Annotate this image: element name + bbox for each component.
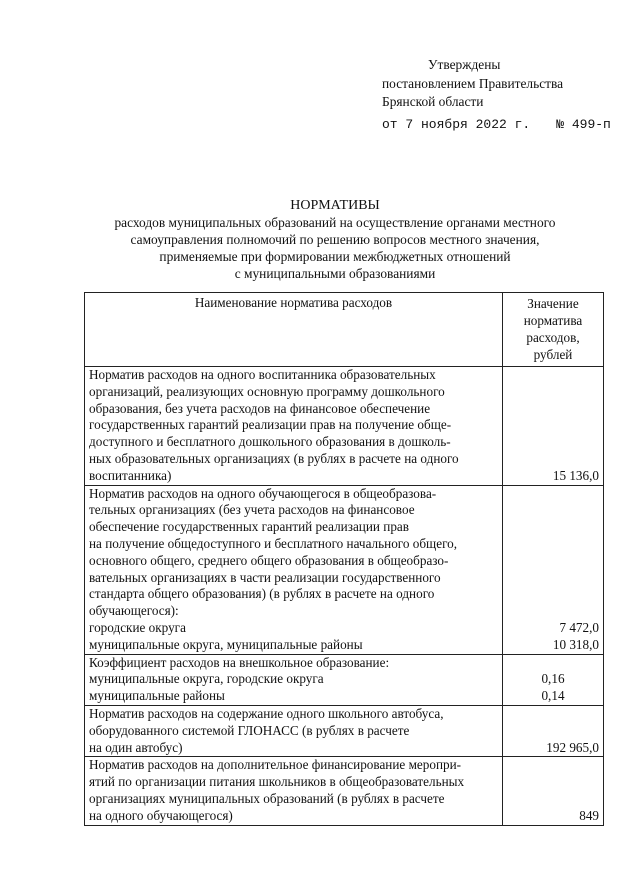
approval-line-1: Утверждены — [428, 57, 501, 72]
norm-description-line: образования, без учета расходов на финансовое обеспечение — [89, 400, 431, 416]
norm-description-line: обеспечение государственных гарантий реализации прав — [89, 519, 410, 535]
norm-description-line: на один автобус) — [89, 739, 183, 755]
norm-value-line: 15 136,0 — [552, 467, 599, 483]
norm-description — [85, 367, 503, 486]
norm-description-line: Норматив расходов на одного воспитанника образовательных — [89, 367, 436, 382]
approval-line-2: постановлением Правительства — [382, 75, 564, 91]
norm-value — [503, 485, 604, 654]
approval-dateline — [382, 116, 611, 135]
norm-value-line: 849 — [579, 807, 599, 823]
norms-table — [84, 292, 604, 826]
norm-description-line: основного общего, среднего общего образования в общеобразо- — [89, 552, 449, 568]
norm-value-line: 192 965,0 — [546, 739, 599, 755]
norm-description-line: организаций, реализующих основную программу дошкольного — [89, 383, 445, 399]
norm-description — [85, 485, 503, 654]
title-line-3: применяемые при формировании межбюджетных отношений — [159, 249, 511, 264]
norm-description — [85, 705, 503, 756]
header-name: Наименование норматива расходов — [85, 293, 503, 367]
norm-description-line: тельных организациях (без учета расходов на финансовое — [89, 502, 415, 518]
header-value — [503, 293, 604, 367]
table-row — [85, 654, 604, 705]
header-value-line: расходов, — [526, 330, 580, 345]
header-value-line: рублей — [533, 347, 573, 362]
title-line-4: с муниципальными образованиями — [234, 266, 436, 281]
approval-line-3: Брянской области — [382, 94, 484, 109]
norm-description-line: Норматив расходов на одного обучающегося в общеобразова- — [89, 485, 437, 501]
header-value-line: норматива — [523, 313, 583, 328]
norm-description-line: воспитанника) — [89, 467, 172, 483]
table-row — [85, 705, 604, 756]
norm-description-line: Норматив расходов на содержание одного школьного автобуса, — [89, 705, 444, 721]
table-header-row — [85, 293, 604, 367]
norm-value-line: 0,16 — [541, 671, 565, 687]
norm-description-line: вательных организациях в части реализации государственного — [89, 569, 441, 585]
table-row — [85, 485, 604, 654]
document-title — [70, 197, 600, 282]
norm-description-line: муниципальные районы — [89, 688, 225, 704]
norm-value-line: 7 472,0 — [559, 619, 599, 635]
title-heading: НОРМАТИВЫ — [290, 198, 380, 213]
norm-description-line: городские округа — [89, 619, 186, 635]
norm-description-line: ятий по организации питания школьников в общеобразовательных — [89, 774, 465, 790]
title-line-1: расходов муниципальных образований на осуществление органами местного — [114, 215, 556, 230]
norm-description-line: стандарта общего образования) (в рублях в расчете на одного — [89, 586, 435, 602]
norm-value — [503, 757, 604, 825]
norm-description-line: доступного и бесплатного дошкольного образования в дошколь- — [89, 434, 451, 450]
table-row — [85, 757, 604, 825]
norm-value — [503, 705, 604, 756]
norm-description-line: организациях муниципальных образований (в рублях в расчете — [89, 790, 445, 806]
header-value-line: Значение — [527, 296, 579, 311]
title-line-2: самоуправления полномочий по решению вопросов местного значения, — [130, 232, 540, 247]
approval-date: от 7 ноября 2022 г. — [382, 116, 531, 132]
norm-description-line: на одного обучающегося) — [89, 807, 233, 823]
norm-value — [503, 654, 604, 705]
norm-description-line: муниципальные округа, муниципальные районы — [89, 636, 363, 652]
norm-description-line: муниципальные округа, городские округа — [89, 671, 324, 687]
norm-value-line: 10 318,0 — [552, 636, 599, 652]
approval-number: № 499-п — [556, 116, 611, 132]
norm-description-line: оборудованного системой ГЛОНАСС (в рублях в расчете — [89, 722, 410, 738]
norm-description-line: на получение общедоступного и бесплатного начального общего, — [89, 535, 458, 551]
norm-description-line: Норматив расходов на дополнительное финансирование меропри- — [89, 757, 462, 773]
norm-description-line: государственных гарантий реализации прав на получение обще- — [89, 417, 452, 433]
norm-description — [85, 757, 503, 825]
approval-block — [382, 56, 611, 134]
norm-value-line: 0,14 — [541, 688, 565, 704]
norm-description-line: обучающегося): — [89, 603, 179, 619]
norm-description — [85, 654, 503, 705]
table-row — [85, 367, 604, 486]
norm-description-line: Коэффициент расходов на внешкольное образование: — [89, 654, 390, 670]
norm-description-line: ных образовательных организациях (в рублях в расчете на одного — [89, 450, 459, 466]
norm-value — [503, 367, 604, 486]
table-body — [85, 367, 604, 826]
